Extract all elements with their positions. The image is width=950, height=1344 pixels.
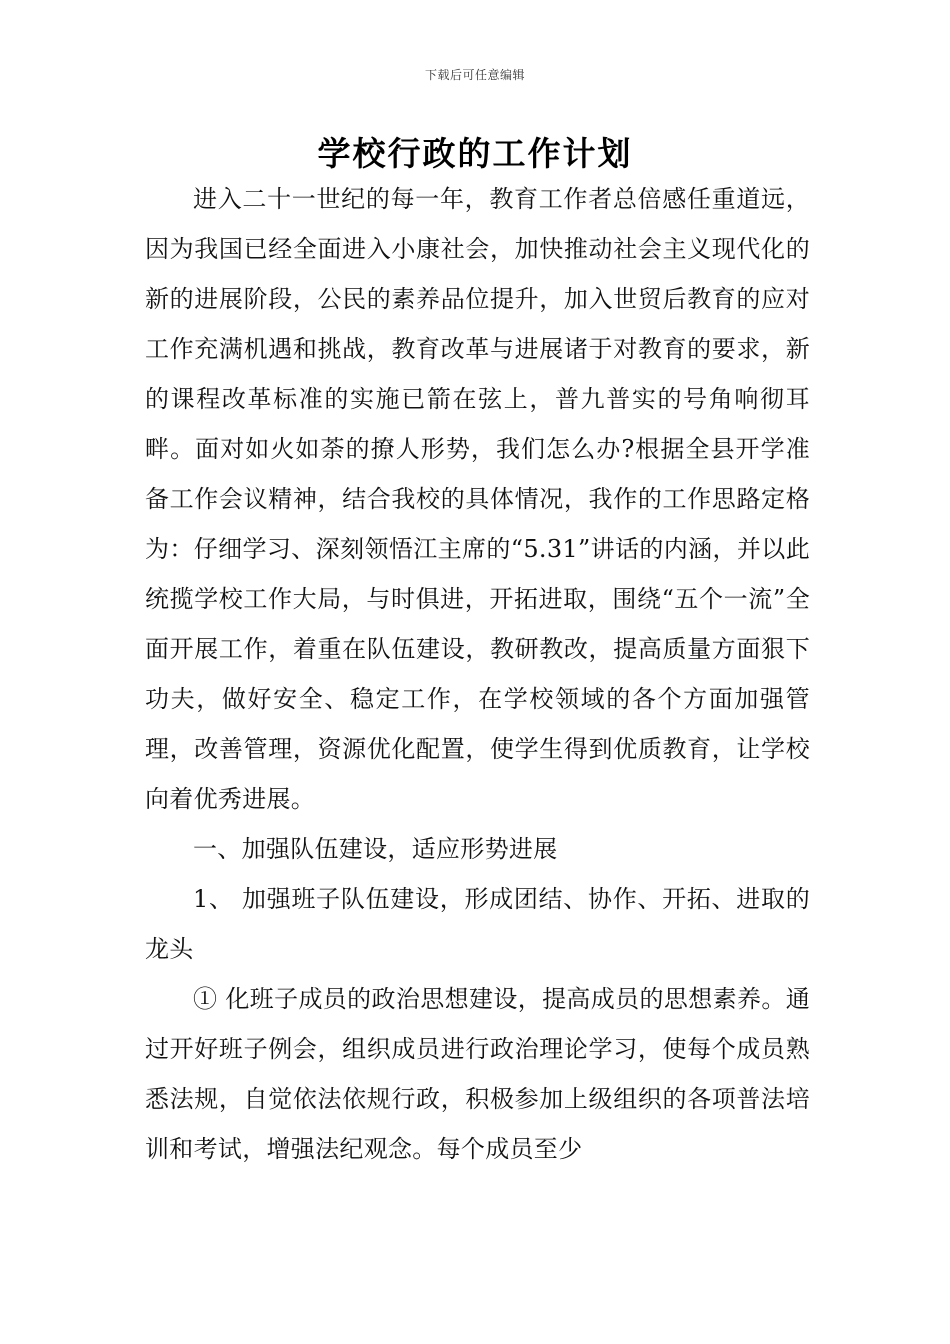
document-body — [145, 174, 810, 1174]
intro-paragraph: 进入二十一世纪的每一年，教育工作者总倍感任重道远，因为我国已经全面进入小康社会，加快推动社会主义现代化的新的进展阶段，公民的素养品位提升，加入世贸后教育的应对工作充满机遇和挑战，教育改革与进展诸于对教育的要求，新的课程改革标准的实施已箭在弦上，普九普实的号角响彻耳畔。面对如火如荼的撩人形势，我们怎么办?根据全县开学准备工作会议精神，结合我校的具体情况，我作的工作思路定格为：仔细学习、深刻领悟江主席的“5.31”讲话的内涵，并以此统揽学校工作大局，与时俱进，开拓进取，围绕“五个一流”全面开展工作，着重在队伍建设，教研教改，提高质量方面狠下功夫，做好安全、稳定工作，在学校领域的各个方面加强管理，改善管理，资源优化配置，使学生得到优质教育，让学校向着优秀进展。 — [145, 185, 810, 813]
list-item-circle-1: ① 化班子成员的政治思想建设，提高成员的思想素养。通过开好班子例会，组织成员进行政治理论学习，使每个成员熟悉法规，自觉依法依规行政，积极参加上级组织的各项普法培训和考试，增强法纪观念。每个成员至少 — [145, 985, 810, 1163]
header-note: 下载后可任意编辑 — [424, 68, 525, 82]
document-title: 学校行政的工作计划 — [317, 134, 633, 173]
section-heading-1: 一、加强队伍建设，适应形势进展 — [193, 835, 558, 863]
list-item-1: 1、 加强班子队伍建设，形成团结、协作、开拓、进取的龙头 — [145, 885, 810, 963]
